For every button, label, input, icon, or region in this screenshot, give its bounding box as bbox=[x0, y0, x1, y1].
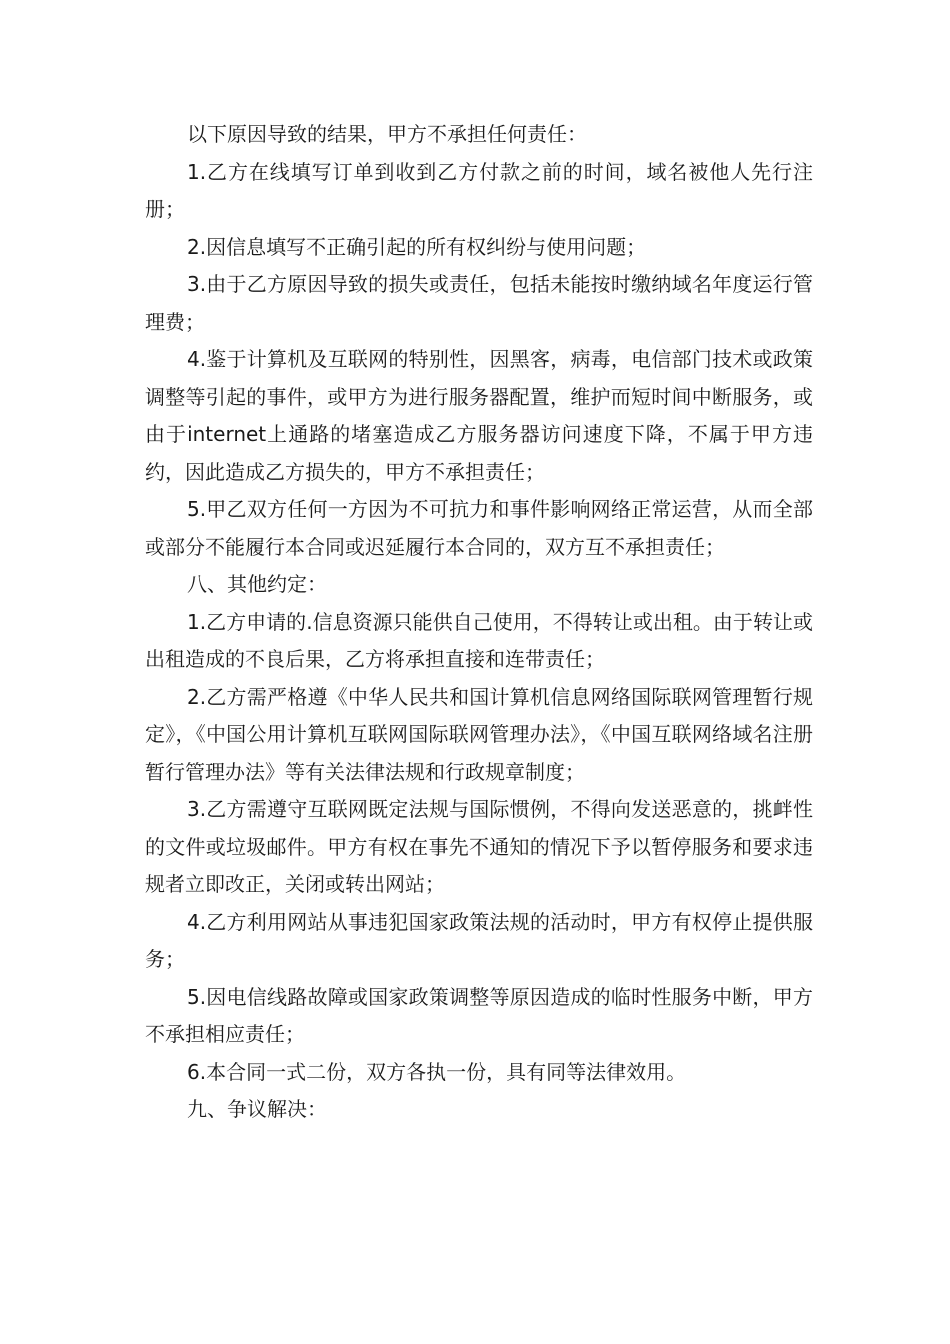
clause-8-item-3: 3.乙方需遵守互联网既定法规与国际惯例，不得向发送恶意的，挑衅性的文件或垃圾邮件。甲方有权在事先不通知的情况下予以暂停服务和要求违规者立即改正，关闭或转出网站； bbox=[145, 797, 813, 896]
clause-8-item-5: 5.因电信线路故障或国家政策调整等原因造成的临时性服务中断，甲方不承担相应责任； bbox=[145, 984, 813, 1046]
clause-7-item-1: 1.乙方在线填写订单到收到乙方付款之前的时间，域名被他人先行注册； bbox=[145, 159, 813, 221]
document-body bbox=[145, 116, 813, 1129]
paragraph-intro: 以下原因导致的结果，甲方不承担任何责任： bbox=[187, 122, 587, 146]
clause-7-item-5: 5.甲乙双方任何一方因为不可抗力和事件影响网络正常运营，从而全部或部分不能履行本合同或迟延履行本合同的，双方互不承担责任； bbox=[145, 497, 813, 559]
section-heading-9: 九、争议解决： bbox=[187, 1097, 327, 1121]
clause-8-item-6: 6.本合同一式二份，双方各执一份，具有同等法律效用。 bbox=[187, 1059, 687, 1084]
clause-8-item-4: 4.乙方利用网站从事违犯国家政策法规的活动时，甲方有权停止提供服务； bbox=[145, 909, 813, 971]
clause-7-item-2: 2.因信息填写不正确引起的所有权纠纷与使用问题； bbox=[187, 234, 647, 259]
section-heading-8: 八、其他约定： bbox=[187, 572, 327, 596]
clause-8-item-2: 2.乙方需严格遵《中华人民共和国计算机信息网络国际联网管理暂行规定》，《中国公用计算机互联网国际联网管理办法》，《中国互联网络域名注册暂行管理办法》等有关法律法规和行政规章制度； bbox=[145, 684, 813, 784]
clause-7-item-4: 4.鉴于计算机及互联网的特别性，因黑客，病毒，电信部门技术或政策调整等引起的事件，或甲方为进行服务器配置，维护而短时间中断服务，或由于internet上通路的堵塞造成乙方服务器访问速度下降，不属于甲方违约，因此造成乙方损失的，甲方不承担责任； bbox=[145, 347, 813, 484]
clause-7-item-3: 3.由于乙方原因导致的损失或责任，包括未能按时缴纳域名年度运行管理费； bbox=[145, 272, 813, 334]
clause-8-item-1: 1.乙方申请的.信息资源只能供自己使用，不得转让或出租。由于转让或出租造成的不良后果，乙方将承担直接和连带责任； bbox=[145, 609, 813, 671]
